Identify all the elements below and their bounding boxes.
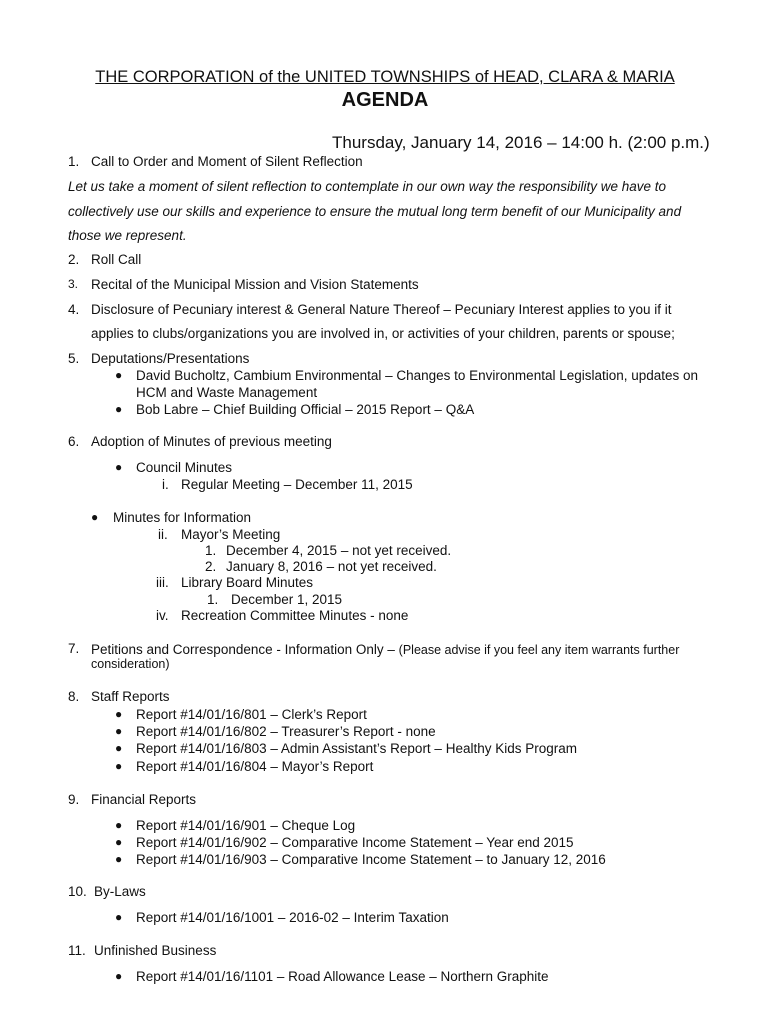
item-number: 3.: [68, 277, 79, 291]
item-disclosure: Disclosure of Pecuniary interest & General Nature Thereof – Pecuniary Interest applies to you if it: [91, 302, 672, 317]
item-number: 1.: [68, 154, 80, 169]
report-entry: Report #14/01/16/902 – Comparative Income Statement – Year end 2015: [136, 835, 574, 850]
agenda-heading: AGENDA: [341, 89, 429, 111]
deputation-entry-cont: HCM and Waste Management: [136, 385, 318, 400]
report-entry: Report #14/01/16/1101 – Road Allowance Lease – Northern Graphite: [136, 969, 549, 984]
item-number: 5.: [68, 351, 80, 366]
bullet-icon: ●: [115, 460, 123, 474]
sub-number: iv.: [156, 608, 169, 623]
report-entry: Report #14/01/16/1001 – 2016-02 – Interim Taxation: [136, 910, 449, 925]
bullet-icon: ●: [115, 759, 123, 773]
item-petitions: [91, 641, 679, 659]
item-number: 10.: [68, 884, 87, 899]
petitions-note: (Please advise if you feel any item warrants further: [398, 643, 680, 657]
library-board-entry: December 1, 2015: [231, 592, 343, 607]
reflection-line: Let us take a moment of silent reflection to contemplate in our own way the responsibility we have to: [68, 179, 667, 194]
reflection-line: collectively use our skills and experience to ensure the mutual long term benefit of our Municipality and: [68, 204, 682, 219]
bullet-icon: ●: [91, 510, 99, 524]
item-staff-reports: Staff Reports: [91, 689, 170, 704]
petitions-label: Petitions and Correspondence - Information Only –: [91, 642, 399, 657]
deputation-entry: Bob Labre – Chief Building Official – 2015 Report – Q&A: [136, 402, 475, 417]
item-number: 2.: [68, 252, 80, 267]
report-entry: Report #14/01/16/802 – Treasurer’s Report - none: [136, 724, 436, 739]
report-entry: Report #14/01/16/803 – Admin Assistant’s Report – Healthy Kids Program: [136, 741, 577, 756]
sub-sub-number: 1.: [207, 592, 219, 607]
item-number: 9.: [68, 792, 80, 807]
bullet-icon: ●: [115, 707, 123, 721]
item-roll-call: Roll Call: [91, 252, 142, 267]
recreation-committee-minutes: Recreation Committee Minutes - none: [181, 608, 409, 623]
bullet-icon: ●: [115, 835, 123, 849]
bullet-icon: ●: [115, 818, 123, 832]
minutes-for-information: Minutes for Information: [113, 510, 252, 525]
council-minutes: Council Minutes: [136, 460, 233, 475]
bullet-icon: ●: [115, 724, 123, 738]
bullet-icon: ●: [115, 741, 123, 755]
item-deputations: Deputations/Presentations: [91, 351, 250, 366]
item-number: 4.: [68, 302, 80, 317]
mayors-meeting: Mayor’s Meeting: [181, 527, 281, 542]
report-entry: Report #14/01/16/903 – Comparative Income Statement – to January 12, 2016: [136, 852, 606, 867]
bullet-icon: ●: [115, 402, 123, 416]
item-number: 8.: [68, 689, 80, 704]
bullet-icon: ●: [115, 969, 123, 983]
item-number: 6.: [68, 434, 80, 449]
deputation-entry: David Bucholtz, Cambium Environmental – Changes to Environmental Legislation, updates on: [136, 368, 699, 383]
sub-number: i.: [162, 477, 169, 492]
bullet-icon: ●: [115, 910, 123, 924]
bullet-icon: ●: [115, 368, 123, 382]
reflection-line: those we represent.: [68, 228, 187, 243]
sub-sub-number: 2.: [205, 559, 217, 574]
item-by-laws: By-Laws: [94, 884, 146, 899]
item-number: 7.: [68, 641, 80, 656]
item-unfinished-business: Unfinished Business: [94, 943, 217, 958]
meeting-date: Thursday, January 14, 2016 – 14:00 h. (2:00 p.m.): [332, 133, 710, 152]
document-title: THE CORPORATION of the UNITED TOWNSHIPS of HEAD, CLARA & MARIA: [95, 68, 675, 86]
petitions-note-cont: consideration): [91, 657, 170, 671]
report-entry: Report #14/01/16/801 – Clerk’s Report: [136, 707, 367, 722]
item-financial-reports: Financial Reports: [91, 792, 197, 807]
library-board-minutes: Library Board Minutes: [181, 575, 314, 590]
item-mission-vision: Recital of the Municipal Mission and Vision Statements: [91, 277, 419, 292]
item-disclosure-cont: applies to clubs/organizations you are involved in, or activities of your children, parents or spouse;: [91, 326, 675, 341]
regular-meeting: Regular Meeting – December 11, 2015: [181, 477, 413, 492]
sub-sub-number: 1.: [205, 543, 217, 558]
mayors-meeting-entry: January 8, 2016 – not yet received.: [226, 559, 437, 574]
item-call-to-order: Call to Order and Moment of Silent Reflection: [91, 154, 363, 169]
bullet-icon: ●: [115, 852, 123, 866]
sub-number: iii.: [156, 575, 169, 590]
sub-number: ii.: [158, 527, 168, 542]
item-adoption-minutes: Adoption of Minutes of previous meeting: [91, 434, 332, 449]
report-entry: Report #14/01/16/804 – Mayor’s Report: [136, 759, 374, 774]
item-number: 11.: [68, 943, 86, 958]
mayors-meeting-entry: December 4, 2015 – not yet received.: [226, 543, 452, 558]
report-entry: Report #14/01/16/901 – Cheque Log: [136, 818, 356, 833]
